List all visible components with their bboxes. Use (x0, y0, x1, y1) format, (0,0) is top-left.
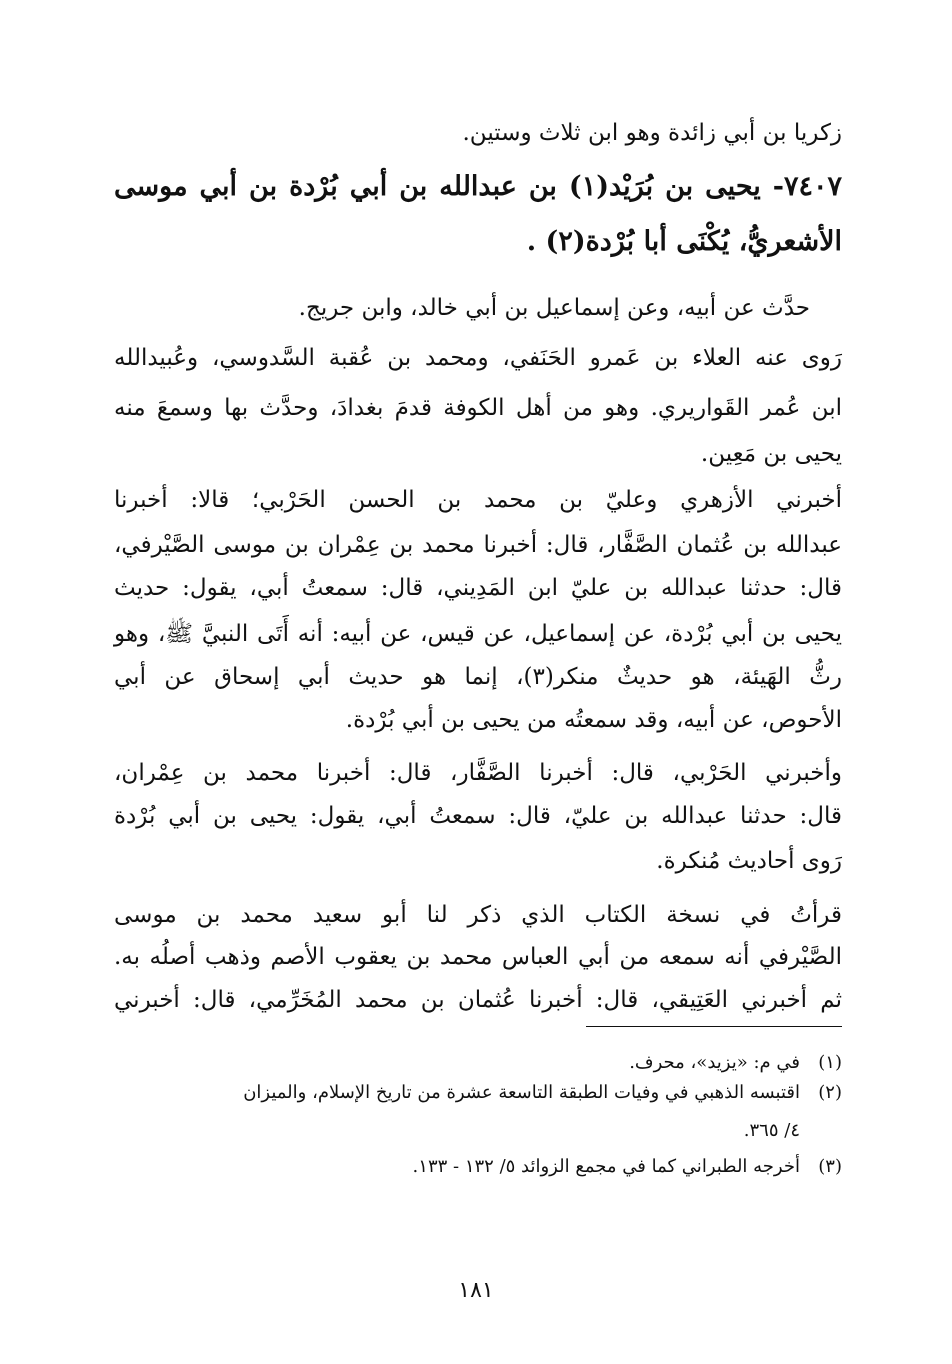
text-line: الأحوص، عن أبيه، وقد سمعتُه من يحيى بن أبي بُرْدة. (345, 707, 842, 733)
footnote-text: اقتبسه الذهبي في وفيات الطبقة التاسعة عشرة من تاريخ الإسلام، والميزان (243, 1082, 800, 1103)
text-line: قال: حدثنا عبدالله بن عليّ ابن المَدِيني، قال: سمعتُ أبي، يقول: حديث (114, 575, 842, 601)
text-line: يحيى بن أبي بُرْدة، عن إسماعيل، عن قيس، عن أبيه: أنه أَتَى النبيَّ ﷺ، وهو (114, 621, 842, 647)
text-line: حدَّث عن أبيه، وعن إسماعيل بن أبي خالد، وابن جريج. (298, 295, 810, 321)
footnote-number: (٣) (818, 1156, 842, 1177)
footnote-continuation (112, 1118, 800, 1144)
text-line: قال: حدثنا عبدالله بن عليّ، قال: سمعتُ أبي، يقول: يحيى بن أبي بُرْدة (114, 803, 842, 829)
footnote (112, 1154, 842, 1180)
text-line: ابن عُمر القَواريري. وهو من أهل الكوفة قدمَ بغدادَ، وحدَّث بها وسمعَ منه (114, 395, 842, 421)
footnote (112, 1050, 842, 1076)
page-number: ١٨١ (458, 1278, 494, 1303)
text-line: زكريا بن أبي زائدة وهو ابن ثلاث وستين. (462, 120, 842, 146)
text-line: رثُّ الهَيئة، هو حديثٌ منكر(٣)، إنما هو حديث أبي إسحاق عن أبي (114, 664, 842, 690)
footnote-separator (586, 1026, 842, 1027)
text-line: رَوى أحاديث مُنكرة. (656, 848, 842, 874)
entry-heading-line: الأشعريُّ، يُكْنَى أبا بُرْدة(٢) . (526, 226, 842, 257)
text-line: يحيى بن مَعِين. (700, 441, 842, 467)
footnote-text: في م: «يزيد»، محرف. (629, 1052, 800, 1073)
footnote-number: (١) (818, 1052, 842, 1073)
entry-heading-line: ٧٤٠٧- يحيى بن بُرَيْد(١) بن عبدالله بن أبي بُرْدة بن أبي موسى (114, 171, 842, 202)
footnote-text: ٤/ ٣٦٥. (743, 1120, 800, 1141)
footnote (112, 1080, 842, 1106)
text-line: رَوى عنه العلاء بن عَمرو الحَنَفي، ومحمد بن عُقبة السَّدوسي، وعُبيدالله (114, 345, 842, 371)
text-line: وأخبرني الحَرْبي، قال: أخبرنا الصَّفَّار، قال: أخبرنا محمد بن عِمْران، (114, 760, 842, 786)
text-line: أخبرني الأزهري وعليّ بن محمد بن الحسن الحَرْبي؛ قالا: أخبرنا (114, 487, 842, 513)
text-line: عبدالله بن عُثمان الصَّفَّار، قال: أخبرنا محمد بن عِمْران بن موسى الصَّيْرفي، (114, 532, 842, 558)
footnote-text: أخرجه الطبراني كما في مجمع الزوائد ٥/ ١٣٢ - ١٣٣. (412, 1156, 800, 1177)
text-line: الصَّيْرفي أنه سمعه من أبي العباس محمد بن يعقوب الأصم وذهب أصلُه به. (114, 944, 842, 970)
text-line: قرأتُ في نسخة الكتاب الذي ذكر لنا أبو سعيد محمد بن موسى (114, 902, 842, 928)
footnote-number: (٢) (818, 1082, 842, 1103)
text-line: ثم أخبرني العَتِيقي، قال: أخبرنا عُثمان بن محمد المُخَرِّمي، قال: أخبرني (114, 987, 842, 1013)
